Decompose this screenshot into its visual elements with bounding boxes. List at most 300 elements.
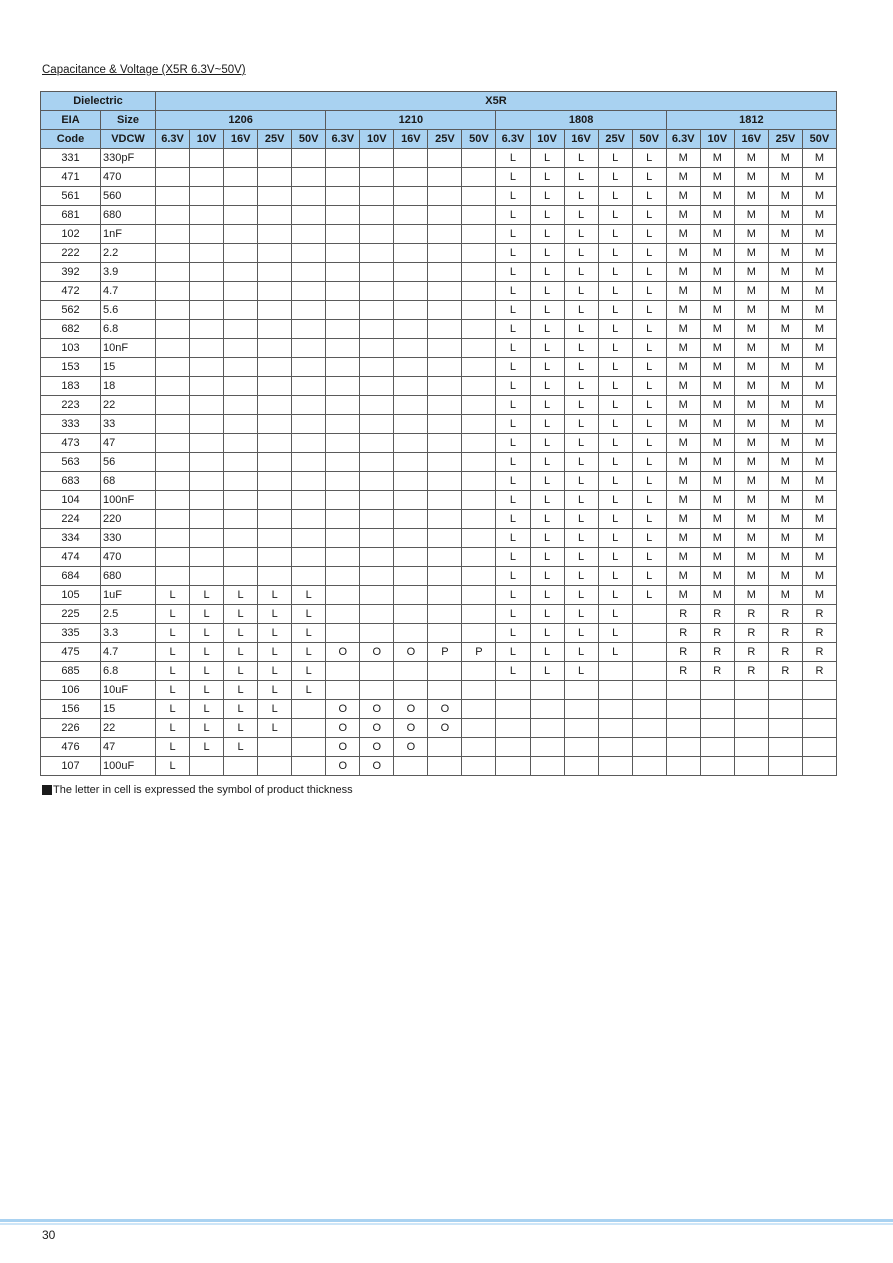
thickness-cell: M	[666, 358, 700, 377]
thickness-cell	[156, 339, 190, 358]
thickness-cell	[462, 301, 496, 320]
thickness-cell: L	[496, 548, 530, 567]
thickness-cell: M	[700, 225, 734, 244]
thickness-cell: L	[496, 339, 530, 358]
thickness-cell	[190, 320, 224, 339]
thickness-cell	[292, 320, 326, 339]
thickness-cell	[258, 377, 292, 396]
thickness-cell	[462, 472, 496, 491]
capacitance-cell: 4.7	[101, 282, 156, 301]
thickness-cell: M	[768, 586, 802, 605]
thickness-cell: M	[734, 567, 768, 586]
thickness-cell	[360, 624, 394, 643]
voltage-header: 10V	[360, 130, 394, 149]
thickness-cell	[394, 263, 428, 282]
thickness-cell: L	[258, 662, 292, 681]
capacitance-cell: 3.9	[101, 263, 156, 282]
thickness-cell: M	[802, 529, 836, 548]
thickness-cell: M	[666, 377, 700, 396]
eia-code-cell: 105	[41, 586, 101, 605]
thickness-cell	[292, 453, 326, 472]
thickness-cell: L	[496, 643, 530, 662]
capacitance-cell: 6.8	[101, 320, 156, 339]
thickness-cell	[598, 757, 632, 776]
thickness-cell	[394, 605, 428, 624]
thickness-cell: L	[632, 358, 666, 377]
thickness-cell: L	[598, 491, 632, 510]
thickness-cell: R	[802, 624, 836, 643]
thickness-cell	[428, 472, 462, 491]
thickness-cell	[666, 757, 700, 776]
thickness-cell: L	[564, 377, 598, 396]
thickness-cell: L	[564, 643, 598, 662]
thickness-cell	[326, 434, 360, 453]
dielectric-header-row	[41, 92, 837, 111]
eia-code-cell: 392	[41, 263, 101, 282]
thickness-cell	[326, 662, 360, 681]
thickness-cell: L	[564, 624, 598, 643]
thickness-cell: L	[598, 624, 632, 643]
thickness-cell	[190, 757, 224, 776]
thickness-cell	[292, 738, 326, 757]
thickness-cell: L	[598, 529, 632, 548]
thickness-cell	[428, 263, 462, 282]
thickness-cell: L	[190, 662, 224, 681]
eia-code-cell: 473	[41, 434, 101, 453]
thickness-cell	[190, 149, 224, 168]
thickness-cell	[292, 434, 326, 453]
thickness-cell: L	[632, 263, 666, 282]
thickness-cell: M	[734, 206, 768, 225]
thickness-cell	[428, 149, 462, 168]
thickness-cell	[258, 263, 292, 282]
thickness-cell	[802, 757, 836, 776]
voltage-header: 6.3V	[156, 130, 190, 149]
thickness-cell	[666, 719, 700, 738]
thickness-cell: M	[666, 244, 700, 263]
table-row	[41, 377, 837, 396]
thickness-cell	[258, 434, 292, 453]
eia-code-cell: 335	[41, 624, 101, 643]
thickness-cell	[564, 738, 598, 757]
square-bullet-icon	[42, 785, 52, 795]
thickness-cell	[734, 738, 768, 757]
thickness-cell: M	[734, 415, 768, 434]
thickness-cell: L	[564, 472, 598, 491]
thickness-cell	[292, 510, 326, 529]
thickness-cell	[530, 719, 564, 738]
thickness-cell: L	[564, 168, 598, 187]
thickness-cell	[360, 415, 394, 434]
thickness-cell	[156, 567, 190, 586]
thickness-cell: L	[496, 301, 530, 320]
thickness-cell	[224, 510, 258, 529]
thickness-cell	[496, 738, 530, 757]
thickness-cell: M	[700, 415, 734, 434]
thickness-cell: L	[564, 567, 598, 586]
voltage-header: 6.3V	[326, 130, 360, 149]
thickness-cell	[360, 605, 394, 624]
thickness-cell	[360, 377, 394, 396]
thickness-cell	[224, 757, 258, 776]
thickness-cell: M	[802, 510, 836, 529]
thickness-cell: L	[530, 548, 564, 567]
thickness-cell	[394, 757, 428, 776]
dielectric-label: Dielectric	[41, 92, 156, 111]
thickness-cell	[394, 206, 428, 225]
thickness-cell	[394, 681, 428, 700]
thickness-cell	[258, 510, 292, 529]
thickness-cell: M	[666, 472, 700, 491]
thickness-cell	[428, 567, 462, 586]
capacitance-cell: 2.2	[101, 244, 156, 263]
thickness-cell: M	[802, 244, 836, 263]
table-row	[41, 605, 837, 624]
thickness-cell: L	[632, 415, 666, 434]
thickness-cell: L	[632, 510, 666, 529]
thickness-cell: M	[666, 396, 700, 415]
thickness-cell	[666, 738, 700, 757]
thickness-cell: L	[530, 339, 564, 358]
thickness-cell: L	[598, 586, 632, 605]
thickness-cell	[394, 624, 428, 643]
thickness-cell: L	[496, 491, 530, 510]
thickness-cell	[394, 434, 428, 453]
thickness-cell: M	[700, 510, 734, 529]
capacitance-cell: 47	[101, 434, 156, 453]
thickness-cell	[360, 149, 394, 168]
thickness-cell: R	[700, 643, 734, 662]
thickness-cell: L	[530, 377, 564, 396]
thickness-cell: M	[700, 168, 734, 187]
thickness-cell	[496, 719, 530, 738]
thickness-cell	[326, 168, 360, 187]
thickness-cell	[462, 510, 496, 529]
thickness-cell: L	[496, 320, 530, 339]
thickness-cell	[292, 358, 326, 377]
thickness-cell: L	[292, 662, 326, 681]
thickness-cell	[292, 168, 326, 187]
voltage-header: 10V	[530, 130, 564, 149]
thickness-cell: M	[700, 282, 734, 301]
thickness-cell: R	[666, 605, 700, 624]
thickness-cell: L	[224, 643, 258, 662]
thickness-cell: L	[496, 529, 530, 548]
thickness-cell: L	[632, 491, 666, 510]
thickness-cell	[292, 377, 326, 396]
thickness-cell	[462, 282, 496, 301]
thickness-cell: L	[598, 415, 632, 434]
thickness-cell: M	[802, 453, 836, 472]
thickness-cell: M	[666, 301, 700, 320]
eia-code-cell: 331	[41, 149, 101, 168]
thickness-cell: M	[734, 377, 768, 396]
thickness-cell	[428, 738, 462, 757]
thickness-cell: M	[700, 339, 734, 358]
thickness-cell: L	[224, 719, 258, 738]
thickness-cell: R	[768, 605, 802, 624]
thickness-cell	[394, 320, 428, 339]
thickness-cell	[428, 187, 462, 206]
thickness-cell: M	[768, 529, 802, 548]
thickness-cell: L	[564, 320, 598, 339]
thickness-cell	[258, 206, 292, 225]
thickness-cell	[258, 225, 292, 244]
thickness-cell: L	[258, 643, 292, 662]
thickness-cell	[326, 529, 360, 548]
thickness-cell	[564, 757, 598, 776]
thickness-cell	[598, 738, 632, 757]
thickness-cell	[258, 548, 292, 567]
capacitance-cell: 10uF	[101, 681, 156, 700]
thickness-cell: M	[734, 491, 768, 510]
thickness-cell	[292, 396, 326, 415]
thickness-cell: O	[394, 643, 428, 662]
thickness-cell: L	[632, 225, 666, 244]
capacitance-cell: 5.6	[101, 301, 156, 320]
thickness-cell: M	[666, 548, 700, 567]
table-row	[41, 320, 837, 339]
thickness-cell	[394, 149, 428, 168]
thickness-cell	[190, 168, 224, 187]
page-title: Capacitance & Voltage (X5R 6.3V~50V)	[42, 64, 246, 76]
thickness-cell	[156, 529, 190, 548]
thickness-cell	[190, 206, 224, 225]
eia-code-cell: 226	[41, 719, 101, 738]
thickness-cell: L	[530, 396, 564, 415]
thickness-cell	[428, 206, 462, 225]
thickness-cell	[292, 244, 326, 263]
thickness-cell: L	[190, 643, 224, 662]
thickness-cell: O	[428, 719, 462, 738]
thickness-cell: L	[292, 643, 326, 662]
thickness-cell: L	[190, 586, 224, 605]
voltage-header: 25V	[258, 130, 292, 149]
thickness-cell	[326, 624, 360, 643]
thickness-cell: L	[564, 187, 598, 206]
thickness-cell	[326, 206, 360, 225]
thickness-cell: L	[530, 225, 564, 244]
thickness-cell	[258, 149, 292, 168]
thickness-cell: L	[496, 282, 530, 301]
thickness-cell	[190, 491, 224, 510]
thickness-cell	[190, 548, 224, 567]
thickness-cell	[360, 358, 394, 377]
thickness-cell: L	[564, 662, 598, 681]
thickness-cell	[700, 719, 734, 738]
thickness-cell	[360, 396, 394, 415]
voltage-header: 50V	[462, 130, 496, 149]
thickness-cell	[394, 415, 428, 434]
thickness-cell: L	[530, 567, 564, 586]
thickness-cell: L	[530, 263, 564, 282]
thickness-cell: M	[768, 187, 802, 206]
thickness-cell	[462, 662, 496, 681]
thickness-cell	[394, 662, 428, 681]
thickness-cell: L	[564, 206, 598, 225]
capacitance-cell: 18	[101, 377, 156, 396]
thickness-cell: L	[156, 586, 190, 605]
thickness-cell	[632, 738, 666, 757]
capacitance-cell: 4.7	[101, 643, 156, 662]
thickness-cell: L	[292, 586, 326, 605]
voltage-header: 25V	[428, 130, 462, 149]
thickness-cell	[734, 700, 768, 719]
thickness-cell: R	[734, 605, 768, 624]
thickness-cell: L	[598, 548, 632, 567]
size-header-row	[41, 111, 837, 130]
thickness-cell: M	[768, 168, 802, 187]
thickness-cell: M	[768, 377, 802, 396]
thickness-cell	[258, 244, 292, 263]
table-row	[41, 339, 837, 358]
thickness-cell: O	[360, 700, 394, 719]
table-row	[41, 301, 837, 320]
thickness-cell: M	[734, 225, 768, 244]
thickness-cell: M	[802, 434, 836, 453]
eia-code-cell: 333	[41, 415, 101, 434]
thickness-cell: M	[734, 586, 768, 605]
code-label: Code	[41, 130, 101, 149]
voltage-header: 50V	[292, 130, 326, 149]
table-row	[41, 187, 837, 206]
thickness-cell	[190, 434, 224, 453]
thickness-cell: M	[768, 320, 802, 339]
thickness-cell: L	[156, 738, 190, 757]
thickness-cell	[394, 339, 428, 358]
thickness-cell: L	[190, 700, 224, 719]
thickness-cell	[190, 225, 224, 244]
thickness-cell	[326, 472, 360, 491]
thickness-cell	[394, 453, 428, 472]
footer-divider	[0, 1219, 893, 1222]
thickness-cell: L	[632, 472, 666, 491]
thickness-cell	[360, 662, 394, 681]
voltage-header: 6.3V	[496, 130, 530, 149]
thickness-cell	[292, 206, 326, 225]
thickness-cell	[462, 738, 496, 757]
thickness-cell: L	[496, 396, 530, 415]
voltage-header: 10V	[700, 130, 734, 149]
eia-code-cell: 562	[41, 301, 101, 320]
thickness-cell: M	[768, 263, 802, 282]
size-1206: 1206	[156, 111, 326, 130]
thickness-cell: M	[802, 472, 836, 491]
table-row	[41, 757, 837, 776]
thickness-cell: M	[666, 586, 700, 605]
thickness-cell	[190, 567, 224, 586]
thickness-cell: M	[734, 301, 768, 320]
thickness-cell	[428, 510, 462, 529]
thickness-cell	[462, 681, 496, 700]
thickness-cell: L	[530, 282, 564, 301]
thickness-cell	[564, 681, 598, 700]
thickness-cell	[224, 168, 258, 187]
thickness-cell: L	[564, 149, 598, 168]
thickness-cell: M	[734, 187, 768, 206]
thickness-cell	[360, 567, 394, 586]
page-number: 30	[42, 1228, 56, 1242]
thickness-cell	[394, 282, 428, 301]
thickness-cell: M	[802, 396, 836, 415]
thickness-cell: L	[564, 225, 598, 244]
thickness-cell: L	[598, 396, 632, 415]
thickness-cell	[428, 377, 462, 396]
thickness-cell	[258, 168, 292, 187]
thickness-cell: M	[700, 529, 734, 548]
thickness-cell: M	[802, 225, 836, 244]
thickness-cell	[258, 396, 292, 415]
thickness-cell	[360, 320, 394, 339]
thickness-cell	[326, 187, 360, 206]
thickness-cell: M	[666, 453, 700, 472]
thickness-cell	[224, 377, 258, 396]
thickness-cell: M	[700, 206, 734, 225]
thickness-cell	[190, 396, 224, 415]
thickness-cell: L	[530, 149, 564, 168]
thickness-cell: M	[700, 567, 734, 586]
thickness-cell	[190, 187, 224, 206]
thickness-cell: O	[394, 719, 428, 738]
thickness-cell	[700, 757, 734, 776]
thickness-cell: L	[564, 529, 598, 548]
thickness-cell: M	[768, 548, 802, 567]
thickness-cell: L	[564, 548, 598, 567]
thickness-cell	[190, 301, 224, 320]
thickness-cell	[734, 757, 768, 776]
thickness-cell: L	[598, 567, 632, 586]
thickness-cell	[156, 301, 190, 320]
thickness-cell: R	[700, 605, 734, 624]
thickness-cell: M	[700, 320, 734, 339]
eia-code-cell: 685	[41, 662, 101, 681]
thickness-cell: O	[394, 700, 428, 719]
thickness-cell	[326, 567, 360, 586]
vdcw-label: VDCW	[101, 130, 156, 149]
table-row	[41, 415, 837, 434]
thickness-cell: P	[462, 643, 496, 662]
thickness-cell	[462, 529, 496, 548]
thickness-cell	[462, 339, 496, 358]
thickness-cell: L	[530, 358, 564, 377]
dielectric-value: X5R	[156, 92, 837, 111]
thickness-cell	[394, 358, 428, 377]
thickness-cell: R	[768, 662, 802, 681]
eia-code-cell: 224	[41, 510, 101, 529]
thickness-cell: M	[768, 149, 802, 168]
thickness-cell	[768, 681, 802, 700]
voltage-header: 16V	[564, 130, 598, 149]
thickness-cell	[224, 149, 258, 168]
thickness-cell: M	[700, 434, 734, 453]
thickness-cell: M	[768, 453, 802, 472]
eia-code-cell: 682	[41, 320, 101, 339]
thickness-cell: L	[598, 510, 632, 529]
thickness-cell: M	[734, 472, 768, 491]
thickness-cell: L	[190, 624, 224, 643]
thickness-cell	[496, 681, 530, 700]
thickness-cell	[258, 415, 292, 434]
thickness-cell	[428, 624, 462, 643]
thickness-cell: L	[292, 681, 326, 700]
thickness-cell	[326, 453, 360, 472]
thickness-cell	[462, 605, 496, 624]
thickness-cell: L	[598, 301, 632, 320]
thickness-cell: L	[632, 529, 666, 548]
thickness-cell: L	[632, 187, 666, 206]
thickness-cell	[428, 548, 462, 567]
thickness-cell	[258, 529, 292, 548]
